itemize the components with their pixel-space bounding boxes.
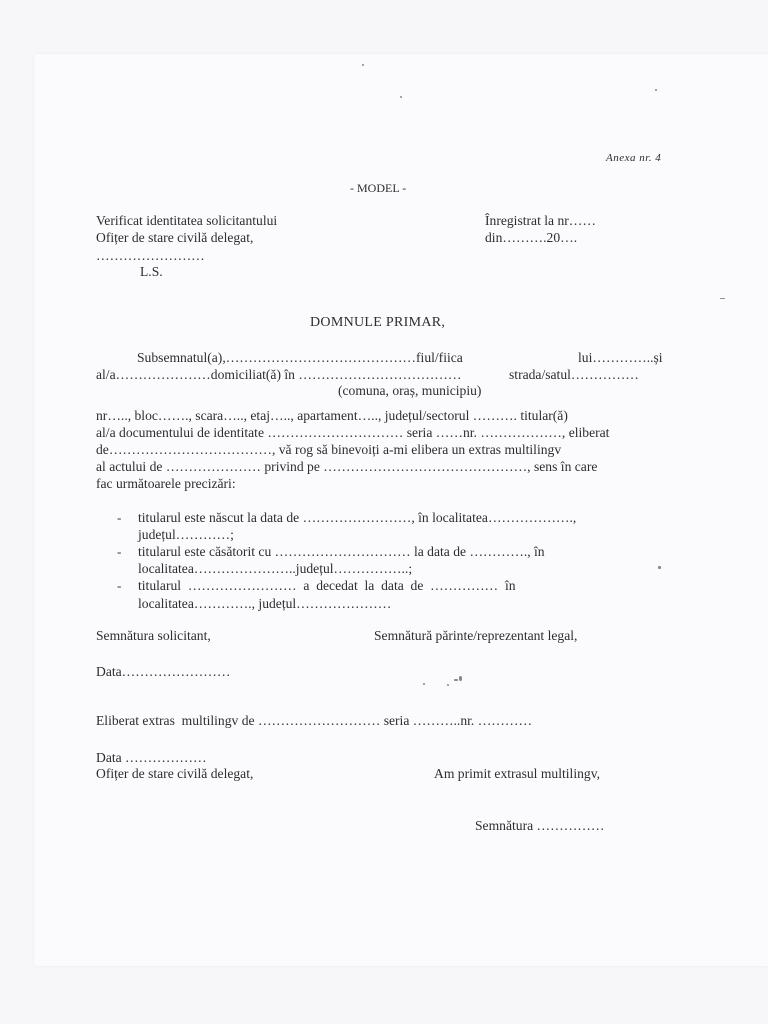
seal-label: L.S. <box>140 264 163 279</box>
scan-speck <box>655 89 657 91</box>
scan-speck <box>720 298 725 299</box>
item-2-line-2: localitatea…………………..județul……………..; <box>138 561 413 576</box>
model-title: - MODEL - <box>350 181 407 195</box>
body-line-1-left: Subsemnatul(a),……………………………………fiul/fiica <box>137 350 463 365</box>
registration-line-2: din……….20…. <box>485 230 578 245</box>
body-line-4: nr….., bloc……., scara….., etaj….., apartament….., județul/sectorul ………. titular(ă) <box>96 408 568 423</box>
scan-speck <box>423 683 425 685</box>
item-1-line-2: județul…………; <box>138 527 234 542</box>
body-line-1-right: lui…………..și <box>578 350 663 365</box>
body-line-7: al actului de ………………… privind pe ………………………………………, sens în care <box>96 459 598 474</box>
registration-line-1: Înregistrat la nr…… <box>485 213 596 228</box>
body-line-2-right: strada/satul…………… <box>509 367 639 382</box>
item-1-line-1: titularul este născut la data de ……………………, în localitatea………………., <box>138 510 577 525</box>
body-line-5: al/a documentului de identitate ………………………… seria ……nr. ………………, eliberat <box>96 425 610 440</box>
scan-speck <box>400 96 402 98</box>
issued-extract-line: Eliberat extras multilingv de ……………………… seria ………..nr. ………… <box>96 713 533 728</box>
addressee: DOMNULE PRIMAR, <box>310 315 446 330</box>
signature-line: Semnătura …………… <box>475 818 605 833</box>
scan-speck <box>454 679 458 681</box>
body-line-2-left: al/a…………………domiciliat(ă) în ……………………………… <box>96 367 462 382</box>
date-line-2: Data ……………… <box>96 750 207 765</box>
scan-speck <box>447 684 449 686</box>
list-bullet: - <box>117 510 122 525</box>
scan-speck <box>658 566 661 569</box>
date-line-1: Data…………………… <box>96 664 231 679</box>
officer-label: Ofițer de stare civilă delegat, <box>96 766 254 781</box>
list-bullet: - <box>117 544 122 559</box>
scan-speck <box>362 64 364 66</box>
annex-number: Anexa nr. 4 <box>606 152 662 164</box>
item-3-line-2: localitatea…………., județul………………… <box>138 596 392 611</box>
parent-signature-label: Semnătură părinte/reprezentant legal, <box>374 628 578 643</box>
scan-speck <box>459 676 462 681</box>
received-extract-label: Am primit extrasul multilingv, <box>434 766 601 781</box>
applicant-signature-label: Semnătura solicitant, <box>96 628 211 643</box>
list-bullet: - <box>117 578 122 593</box>
body-line-3: (comuna, oraș, municipiu) <box>338 383 482 398</box>
item-3-line-1: titularul …………………… a decedat la data de …………… în <box>138 578 516 593</box>
item-2-line-1: titularul este căsătorit cu ………………………… la data de …………., în <box>138 544 545 559</box>
body-line-6: de………………………………, vă rog să binevoiți a-mi elibera un extras multilingv <box>96 442 562 457</box>
verification-dots: …………………… <box>96 248 205 263</box>
verification-line-2: Ofițer de stare civilă delegat, <box>96 230 254 245</box>
verification-line-1: Verificat identitatea solicitantului <box>96 213 278 228</box>
body-line-8: fac următoarele precizări: <box>96 476 236 491</box>
